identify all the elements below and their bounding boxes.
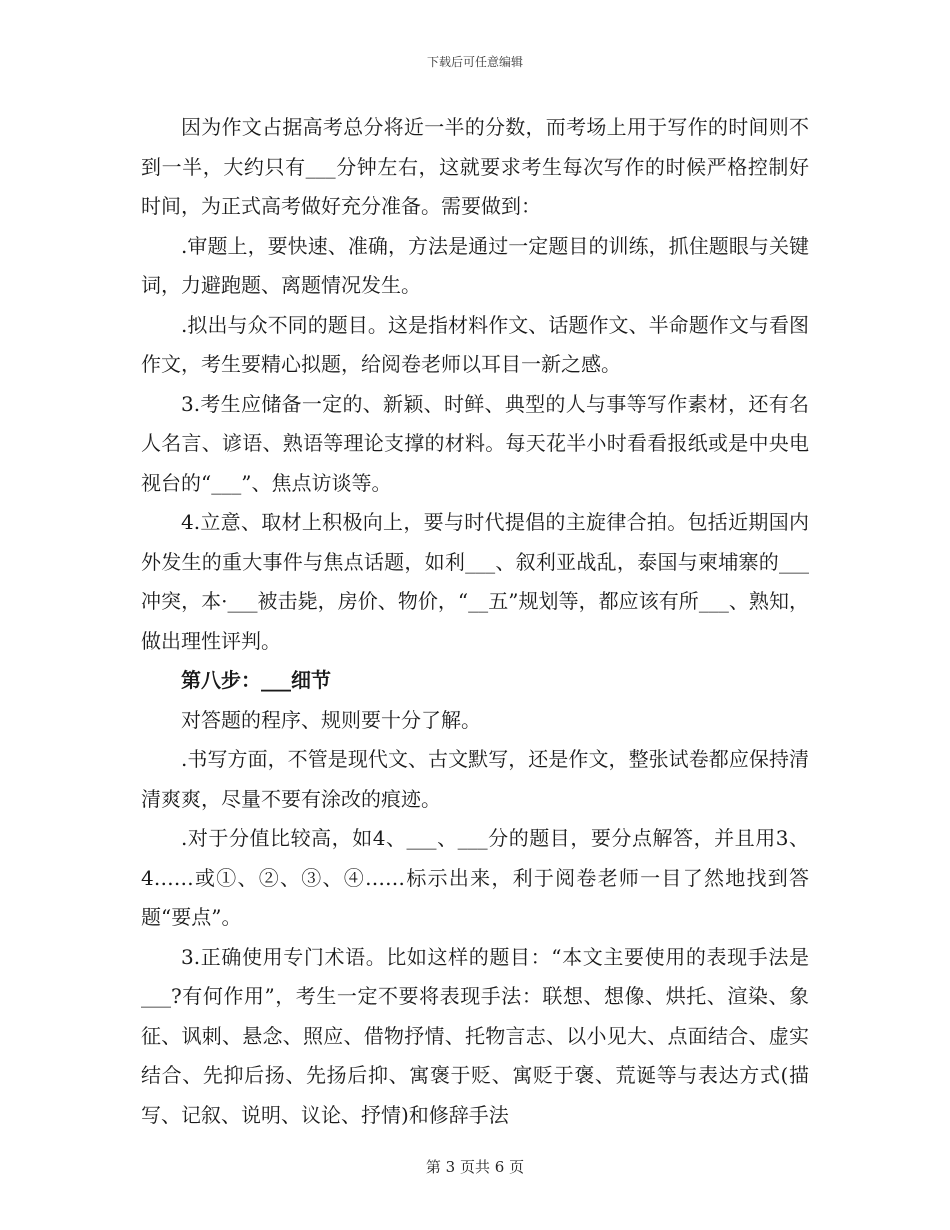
page-number-footer: 第 3 页共 6 页: [425, 1158, 525, 1176]
paragraph: 对答题的程序、规则要十分了解。: [181, 707, 481, 732]
paragraph: 3.考生应储备一定的、新颖、时鲜、典型的人与事等写作素材，还有名人名言、谚语、熟语等理论支撑的材料。每天花半小时看看报纸或是中央电视台的“___”、焦点访谈等。: [141, 391, 809, 495]
paragraph: .审题上，要快速、准确，方法是通过一定题目的训练，抓住题眼与关键词，力避跑题、离题情况发生。: [141, 233, 809, 297]
page-header: 下载后可任意编辑: [426, 55, 523, 69]
paragraph: .书写方面，不管是现代文、古文默写，还是作文，整张试卷都应保持清清爽爽，尽量不要有涂改的痕迹。: [141, 747, 809, 811]
paragraph: 3.正确使用专门术语。比如这样的题目：“本文主要使用的表现手法是___?有何作用”，考生一定不要将表现手法：联想、想像、烘托、渲染、象征、讽刺、悬念、照应、借物抒情、托物言志、以小见大、点面结合、虚实结合、先抑后扬、先扬后抑、寓褒于贬、寓贬于褒、荒诞等与表达方式(描写、记叙、说明、议论、抒情)和修辞手法: [141, 944, 809, 1127]
section-heading: 第八步：___细节: [181, 668, 331, 692]
paragraph: .对于分值比较高，如4、___、___分的题目，要分点解答，并且用3、4……或①、②、③、④……标示出来，利于阅卷老师一目了然地找到答题“要点”。: [141, 826, 809, 929]
document-body: [141, 108, 809, 1135]
paragraph: 4.立意、取材上积极向上，要与时代提倡的主旋律合拍。包括近期国内外发生的重大事件与焦点话题，如利___、叙利亚战乱，泰国与柬埔寨的___冲突，本·___被击毙，房价、物价，“__五”规划等，都应该有所___、熟知，做出理性评判。: [141, 510, 809, 653]
paragraph: .拟出与众不同的题目。这是指材料作文、话题作文、半命题作文与看图作文，考生要精心拟题，给阅卷老师以耳目一新之感。: [141, 312, 809, 376]
paragraph: 因为作文占据高考总分将近一半的分数，而考场上用于写作的时间则不到一半，大约只有___分钟左右，这就要求考生每次写作的时候严格控制好时间，为正式高考做好充分准备。需要做到：: [141, 115, 809, 218]
